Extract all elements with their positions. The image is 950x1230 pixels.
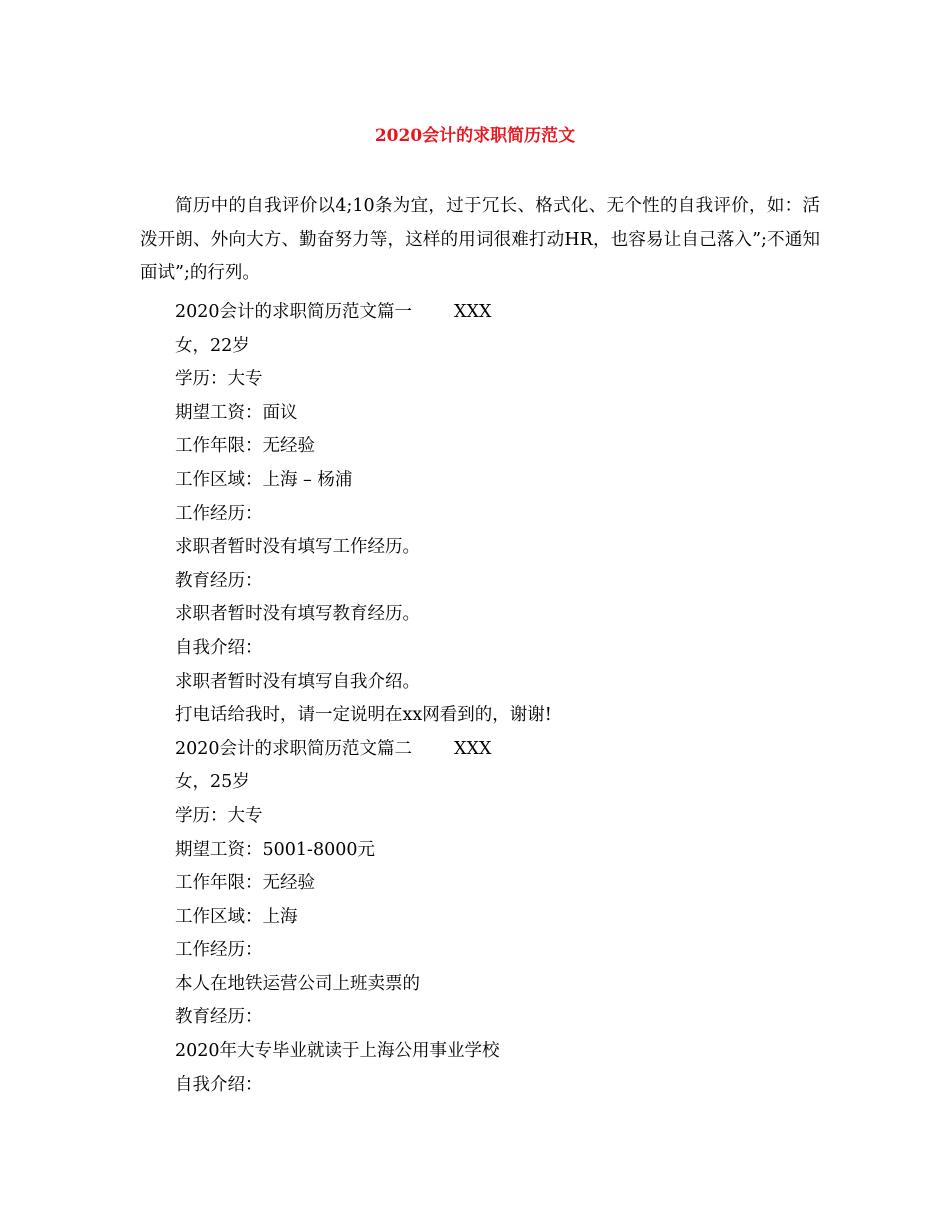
section2-edu-label: 教育经历：: [175, 1007, 263, 1028]
section2-edu-text: 2020年大专毕业就读于上海公用事业学校: [175, 1041, 500, 1062]
section1-gender-age: 女，22岁: [175, 335, 250, 356]
section2-years: 工作年限：无经验: [175, 873, 315, 894]
section2-education-level: 学历：大专: [175, 805, 263, 826]
section1-edu-label: 教育经历：: [175, 570, 263, 591]
section1-work-label: 工作经历：: [175, 503, 263, 524]
section2-area: 工作区域：上海: [175, 906, 298, 927]
section1-self-text: 求职者暂时没有填写自我介绍。: [175, 671, 420, 692]
section2-work-text: 本人在地铁运营公司上班卖票的: [175, 973, 420, 994]
section1-education-level: 学历：大专: [175, 369, 263, 390]
section2-heading-line: [175, 733, 820, 767]
section2-gender-age: 女，25岁: [175, 772, 250, 793]
section2-heading: 2020会计的求职简历范文篇二: [175, 738, 413, 759]
section1-work-text: 求职者暂时没有填写工作经历。: [175, 537, 420, 558]
section1-name: XXX: [454, 302, 492, 322]
section1-contact-note: 打电话给我时，请一定说明在xx网看到的，谢谢!: [175, 705, 552, 726]
section2-self-label: 自我介绍：: [175, 1074, 263, 1095]
resume-content: [175, 296, 820, 1102]
section1-heading-line: [175, 296, 820, 330]
intro-paragraph: 简历中的自我评价以4;10条为宜，过于冗长、格式化、无个性的自我评价，如：活泼开朗、外向大方、勤奋努力等，这样的用词很难打动HR，也容易让自己落入”;不通知面试”;的行列。: [140, 196, 820, 283]
section1-heading: 2020会计的求职简历范文篇一: [175, 302, 413, 322]
section2-salary: 期望工资：5001-8000元: [175, 839, 375, 860]
section2-name: XXX: [454, 738, 492, 759]
section1-area: 工作区域：上海 – 杨浦: [175, 469, 353, 490]
document-title: 2020会计的求职简历范文: [374, 126, 576, 146]
section1-years: 工作年限：无经验: [175, 436, 315, 457]
section1-salary: 期望工资：面议: [175, 402, 298, 423]
section1-edu-text: 求职者暂时没有填写教育经历。: [175, 604, 420, 625]
section2-work-label: 工作经历：: [175, 940, 263, 961]
section1-self-label: 自我介绍：: [175, 637, 263, 658]
